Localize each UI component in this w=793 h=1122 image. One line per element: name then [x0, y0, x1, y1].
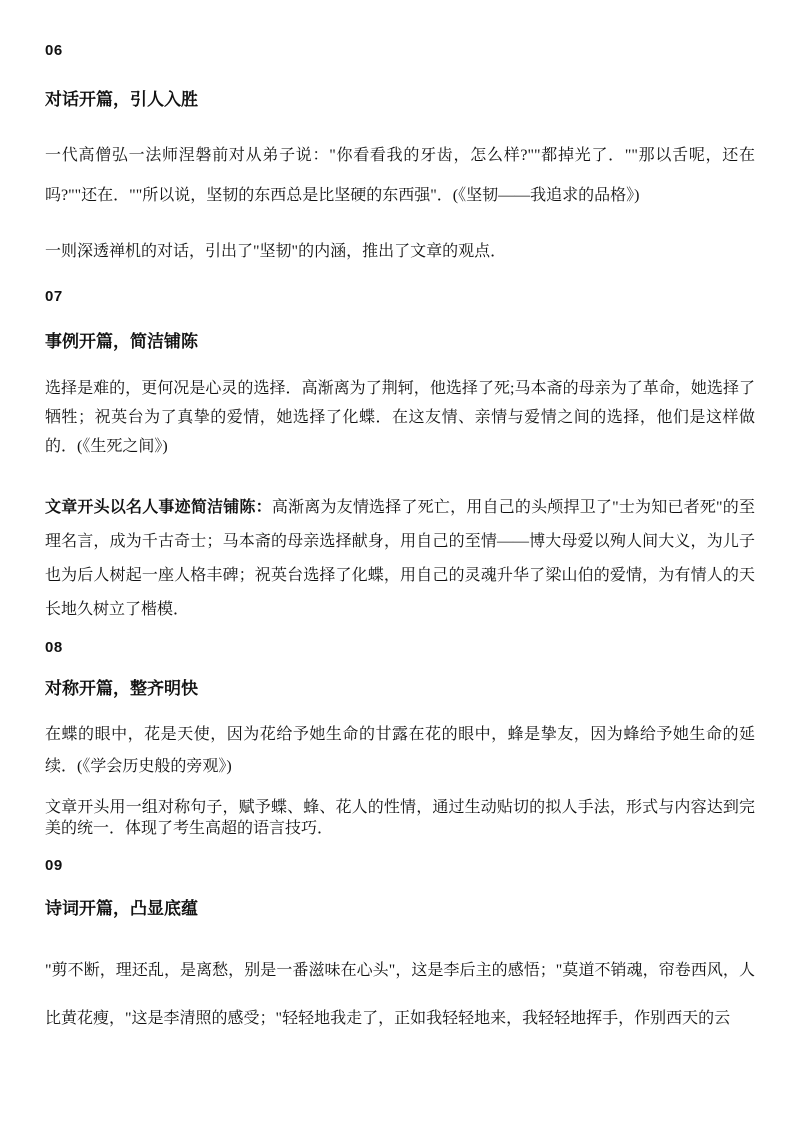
section-06 — [45, 42, 755, 272]
paragraph-lead: 文章开头以名人事迹简洁铺陈： — [45, 499, 272, 516]
paragraph-body: 高渐离为友情选择了死亡，用自己的头颅捍卫了"士为知已者死"的至理名言，成为千古奇士；马本斋的母亲选择献身，用自己的至情——博大母爱以殉人间大义，为儿子也为后人树起一座人格丰碑；祝英台选择了化蝶，用自己的灵魂升华了梁山伯的爱情，为有情人的天长地久树立了楷模． — [45, 499, 755, 618]
paragraph-comment: 一则深透禅机的对话，引出了"坚韧"的内涵，推出了文章的观点． — [45, 243, 507, 260]
section-number: 08 — [45, 639, 63, 656]
section-heading: 诗词开篇，凸显底蕴 — [45, 899, 198, 918]
section-heading: 对话开篇，引人入胜 — [45, 90, 198, 109]
section-07 — [45, 288, 755, 627]
section-heading: 对称开篇，整齐明快 — [45, 679, 198, 698]
paragraph-example: "剪不断，理还乱，是离愁，别是一番滋味在心头"，这是李后主的感悟；"莫道不销魂，帘卷西风，人比黄花瘦，"这是李清照的感受；"轻轻地我走了，正如我轻轻地来，我轻轻地挥手，作别西天的云 — [45, 962, 755, 1027]
section-number: 07 — [45, 288, 63, 305]
section-09 — [45, 857, 755, 1043]
paragraph-comment: 文章开头用一组对称句子，赋予蝶、蜂、花人的性情，通过生动贴切的拟人手法，形式与内容达到完美的统一．体现了考生高超的语言技巧． — [45, 799, 755, 837]
paragraph-comment — [45, 491, 755, 627]
paragraph-example: 在蝶的眼中，花是天使，因为花给予她生命的甘露在花的眼中，蜂是挚友，因为蜂给予她生命的延续．(《学会历史般的旁观》) — [45, 726, 755, 775]
paragraph-example: 选择是难的，更何况是心灵的选择．高渐离为了荆轲，他选择了死;马本斋的母亲为了革命，她选择了牺牲；祝英台为了真挚的爱情，她选择了化蝶．在这友情、亲情与爱情之间的选择，他们是这样做的．(《生死之间》) — [45, 380, 755, 455]
paragraph-example: 一代高僧弘一法师涅磐前对从弟子说："你看看我的牙齿，怎么样?""都掉光了．""那以舌呢，还在吗?""还在．""所以说，坚韧的东西总是比坚硬的东西强"．(《坚韧——我追求的品格》) — [45, 147, 755, 204]
section-number: 06 — [45, 42, 63, 59]
section-08 — [45, 639, 755, 839]
section-heading: 事例开篇，简洁铺陈 — [45, 332, 198, 351]
section-number: 09 — [45, 857, 63, 874]
